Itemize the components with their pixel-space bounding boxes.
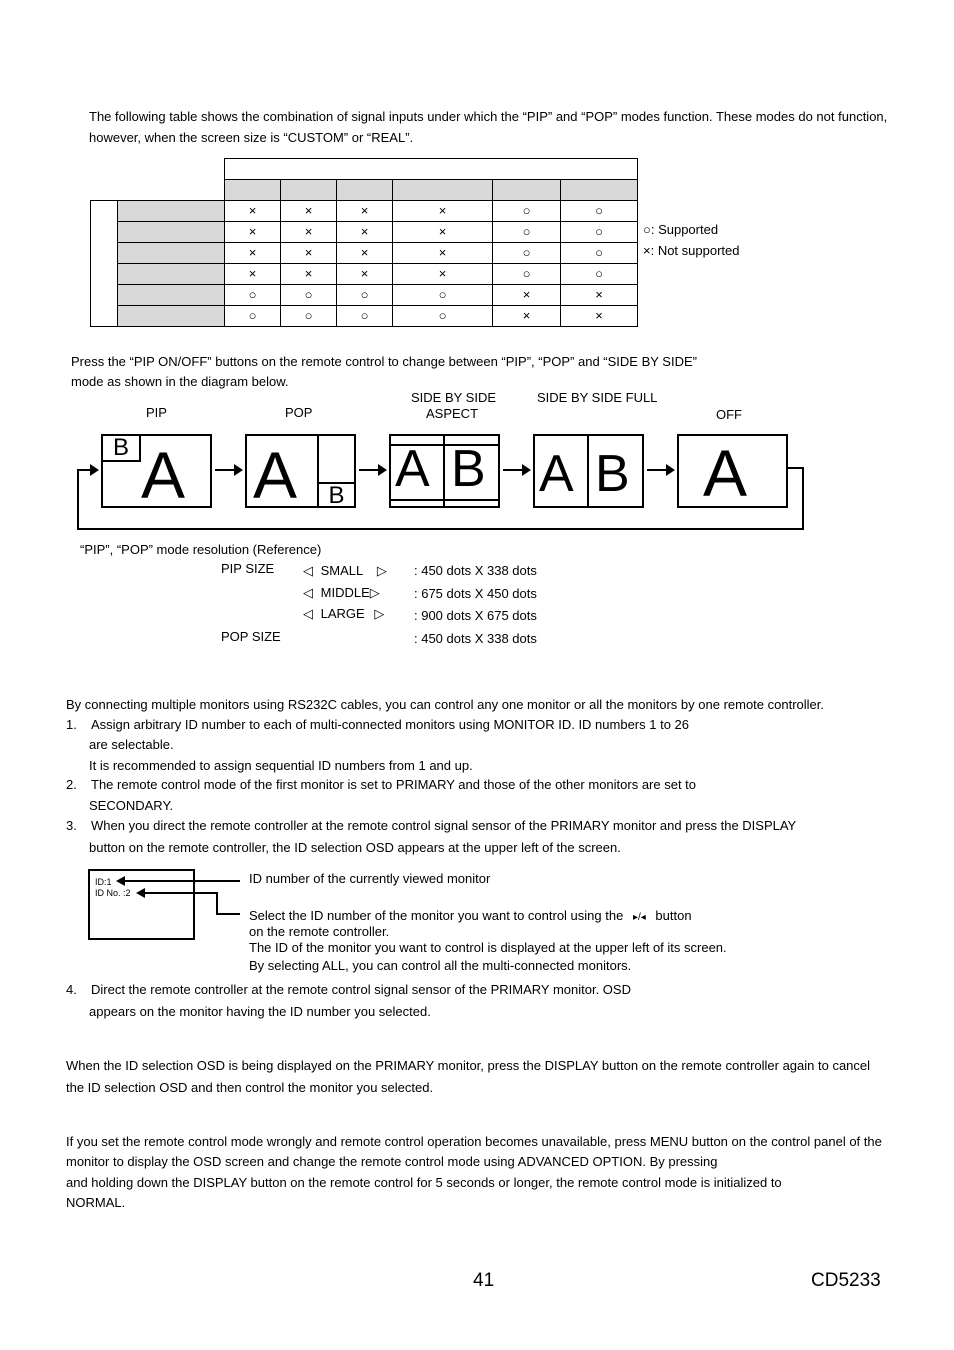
table-cell: × bbox=[225, 221, 281, 242]
size-large bbox=[303, 606, 384, 622]
signal-combination-table bbox=[90, 158, 638, 327]
page-number: 41 bbox=[473, 1270, 495, 1291]
sbs-aspect-divider bbox=[443, 436, 445, 508]
arrow-1 bbox=[215, 469, 241, 471]
press-instructions: Press the “PIP ON/OFF” buttons on the remote control to change between “PIP”, “POP” and “SIDE BY SIDE” mode as shown in the diagram below. bbox=[71, 354, 697, 389]
table-cell: × bbox=[493, 305, 561, 326]
table-row-group bbox=[91, 200, 118, 326]
table-column-header bbox=[493, 180, 561, 201]
table-row-header bbox=[118, 242, 225, 263]
middle-resolution: : 675 dots X 450 dots bbox=[414, 586, 537, 601]
table-cell: × bbox=[493, 284, 561, 305]
osd-id-no: ID No. :2 bbox=[95, 888, 131, 898]
table-row bbox=[91, 221, 638, 242]
small-resolution: : 450 dots X 338 dots bbox=[414, 563, 537, 578]
right-triangle-icon: ▷ bbox=[376, 563, 387, 578]
screen-pop-main: A bbox=[253, 438, 298, 508]
size-middle bbox=[303, 585, 380, 601]
table-cell: × bbox=[337, 263, 393, 284]
size-middle-label: MIDDLE bbox=[320, 585, 370, 600]
table-cell: ○ bbox=[225, 305, 281, 326]
table-cell: ○ bbox=[493, 200, 561, 221]
step1-line3: It is recommended to assign sequential ID numbers from 1 and up. bbox=[89, 758, 473, 773]
screen-pop-sub: B bbox=[317, 482, 356, 508]
multi-intro: By connecting multiple monitors using RS232C cables, you can control any one monitor or all the monitors by one remote controller. bbox=[66, 697, 824, 712]
mode-label-pip: PIP bbox=[146, 405, 167, 420]
left-triangle-icon: ◁ bbox=[303, 563, 313, 578]
intro-paragraph: The following table shows the combination of signal inputs under which the “PIP” and “POP” modes function. These modes do not function, however, when the screen size is “CUSTOM” or “REAL”. bbox=[89, 109, 888, 145]
sbs-full-left: A bbox=[539, 445, 574, 503]
table-cell: × bbox=[225, 263, 281, 284]
table-corner bbox=[91, 180, 225, 201]
callout1-text: ID number of the currently viewed monitor bbox=[249, 871, 491, 886]
screen-pip-main: A bbox=[141, 438, 186, 508]
step3-line1: When you direct the remote controller at the remote control signal sensor of the PRIMARY monitor and press the DISPLAY bbox=[91, 818, 797, 833]
table-corner bbox=[91, 159, 225, 180]
arrow-2 bbox=[359, 469, 385, 471]
step2-line2: SECONDARY. bbox=[89, 798, 174, 813]
step4-number: 4. bbox=[66, 982, 77, 997]
table-column-header bbox=[337, 180, 393, 201]
step2-number: 2. bbox=[66, 777, 77, 792]
table-cell: × bbox=[393, 200, 493, 221]
right-triangle-icon: ▷ bbox=[374, 606, 385, 621]
step2-line1: The remote control mode of the first monitor is set to PRIMARY and those of the other monitors are set to bbox=[91, 777, 697, 792]
left-triangle-icon: ◁ bbox=[303, 585, 313, 600]
large-resolution: : 900 dots X 675 dots bbox=[414, 608, 537, 623]
callout2-text-b: button bbox=[655, 908, 692, 923]
table-cell: ○ bbox=[393, 305, 493, 326]
table-subheader-row bbox=[91, 180, 638, 201]
table-cell: ○ bbox=[393, 284, 493, 305]
table-row bbox=[91, 284, 638, 305]
table-cell: × bbox=[281, 263, 337, 284]
callout1-line bbox=[120, 880, 240, 882]
table-cell: ○ bbox=[493, 221, 561, 242]
table-row-header bbox=[118, 305, 225, 326]
pip-size-label: PIP SIZE bbox=[221, 561, 275, 576]
screen-off-main: A bbox=[703, 436, 748, 508]
step4-line1: Direct the remote controller at the remote control signal sensor of the PRIMARY monitor. OSD bbox=[91, 982, 631, 997]
legend-supported: ○: Supported bbox=[643, 222, 719, 237]
screen-pip-sub: B bbox=[101, 434, 141, 462]
callout2-line2: on the remote controller. bbox=[249, 924, 390, 939]
size-large-label: LARGE bbox=[320, 606, 365, 621]
step1-number: 1. bbox=[66, 717, 77, 732]
sbs-full-divider bbox=[587, 436, 589, 508]
table-cell: ○ bbox=[493, 263, 561, 284]
model-number: CD5233 bbox=[811, 1270, 881, 1291]
callout2-vertical bbox=[216, 892, 218, 915]
callout2-arrowhead bbox=[136, 888, 145, 898]
table-cell: ○ bbox=[337, 284, 393, 305]
return-loop-bottom bbox=[77, 528, 804, 530]
table-column-header bbox=[225, 180, 281, 201]
note-remote-mode-a: If you set the remote control mode wrongly and remote control operation becomes unavailable, press MENU button on the control panel of the monitor to display the OSD screen and change the remote control mode using ADVANCED OPTION. By pressing bbox=[66, 1134, 882, 1169]
table-cell: × bbox=[337, 242, 393, 263]
table-row-header bbox=[118, 284, 225, 305]
sbs-aspect-right: B bbox=[451, 440, 486, 498]
callout2-lower bbox=[216, 913, 240, 915]
table-cell: ○ bbox=[493, 242, 561, 263]
table-cell: × bbox=[561, 305, 638, 326]
table-column-header bbox=[281, 180, 337, 201]
callout1-arrowhead bbox=[116, 876, 125, 886]
table-cell: × bbox=[337, 200, 393, 221]
callout2-horizontal bbox=[140, 892, 218, 894]
table-cell: × bbox=[225, 242, 281, 263]
size-small-label: SMALL bbox=[320, 563, 364, 578]
table-row bbox=[91, 242, 638, 263]
table-column-header bbox=[561, 180, 638, 201]
pop-size-label: POP SIZE bbox=[221, 629, 281, 644]
table-cell: ○ bbox=[561, 263, 638, 284]
sbs-aspect-left: A bbox=[395, 440, 430, 498]
mode-label-off: OFF bbox=[716, 407, 742, 422]
table-cell: × bbox=[225, 200, 281, 221]
table-cell: × bbox=[281, 242, 337, 263]
pop-resolution: : 450 dots X 338 dots bbox=[414, 631, 537, 646]
screen-pop bbox=[245, 434, 356, 508]
table-cell: × bbox=[561, 284, 638, 305]
table-row bbox=[91, 200, 638, 221]
table-cell: ○ bbox=[561, 221, 638, 242]
mode-label-pop: POP bbox=[285, 405, 313, 420]
return-loop-left bbox=[77, 469, 79, 530]
table-cell: × bbox=[281, 200, 337, 221]
table-header-row bbox=[91, 159, 638, 180]
table-cell: × bbox=[281, 221, 337, 242]
table-column-header bbox=[393, 180, 493, 201]
table-row-header bbox=[118, 200, 225, 221]
size-small bbox=[303, 563, 387, 579]
screen-pip bbox=[101, 434, 212, 508]
play-reverse-icon: ▸/◂ bbox=[632, 912, 646, 923]
step1-line2: are selectable. bbox=[89, 737, 174, 752]
table-header-cell bbox=[225, 159, 638, 180]
mode-label-sbs-aspect-1: SIDE BY SIDE bbox=[411, 390, 497, 405]
screen-off bbox=[677, 434, 788, 508]
step3-number: 3. bbox=[66, 818, 77, 833]
osd-id: ID:1 bbox=[95, 877, 112, 887]
step3-line2: button on the remote controller, the ID selection OSD appears at the upper left of the screen. bbox=[89, 840, 621, 855]
screen-sbs-full bbox=[533, 434, 644, 508]
table-row bbox=[91, 305, 638, 326]
table-row bbox=[91, 263, 638, 284]
return-loop-right bbox=[802, 467, 804, 530]
callout2-text-a: Select the ID number of the monitor you want to control using the bbox=[249, 908, 624, 923]
table-row-header bbox=[118, 221, 225, 242]
table-cell: × bbox=[393, 221, 493, 242]
callout2-line4: By selecting ALL, you can control all the multi-connected monitors. bbox=[249, 958, 632, 973]
callout2-line3: The ID of the monitor you want to control is displayed at the upper left of its screen. bbox=[249, 940, 727, 955]
arrow-3 bbox=[503, 469, 529, 471]
note-remote-mode-b: and holding down the DISPLAY button on the remote control for 5 seconds or longer, the remote control mode is initialized to NORMAL. bbox=[66, 1175, 782, 1210]
screen-sbs-aspect bbox=[389, 434, 500, 508]
table-cell: ○ bbox=[561, 200, 638, 221]
table-cell: ○ bbox=[561, 242, 638, 263]
return-loop-arrow bbox=[77, 469, 97, 471]
table-cell: ○ bbox=[225, 284, 281, 305]
legend-not-supported: ×: Not supported bbox=[643, 243, 740, 258]
table-cell: ○ bbox=[281, 305, 337, 326]
resolution-heading: “PIP”, “POP” mode resolution (Reference) bbox=[80, 542, 322, 557]
table-cell: ○ bbox=[337, 305, 393, 326]
right-triangle-icon: ▷ bbox=[369, 585, 380, 600]
table-row-header bbox=[118, 263, 225, 284]
sbs-full-right: B bbox=[595, 445, 630, 503]
left-triangle-icon: ◁ bbox=[303, 606, 313, 621]
arrow-4 bbox=[647, 469, 673, 471]
table-cell: × bbox=[393, 263, 493, 284]
mode-label-sbs-full: SIDE BY SIDE FULL bbox=[537, 390, 658, 405]
callout2-line1 bbox=[249, 908, 692, 923]
table-cell: ○ bbox=[281, 284, 337, 305]
note-id-selection: When the ID selection OSD is being displayed on the PRIMARY monitor, press the DISPLAY button on the remote controller again to cancel the ID selection OSD and then control the monitor you selected. bbox=[66, 1058, 871, 1095]
mode-label-sbs-aspect-2: ASPECT bbox=[426, 406, 479, 421]
table-cell: × bbox=[337, 221, 393, 242]
step4-line2: appears on the monitor having the ID number you selected. bbox=[89, 1004, 431, 1019]
table-cell: × bbox=[393, 242, 493, 263]
step1-line1: Assign arbitrary ID number to each of multi-connected monitors using MONITOR ID. ID numbers 1 to 26 bbox=[91, 717, 689, 732]
